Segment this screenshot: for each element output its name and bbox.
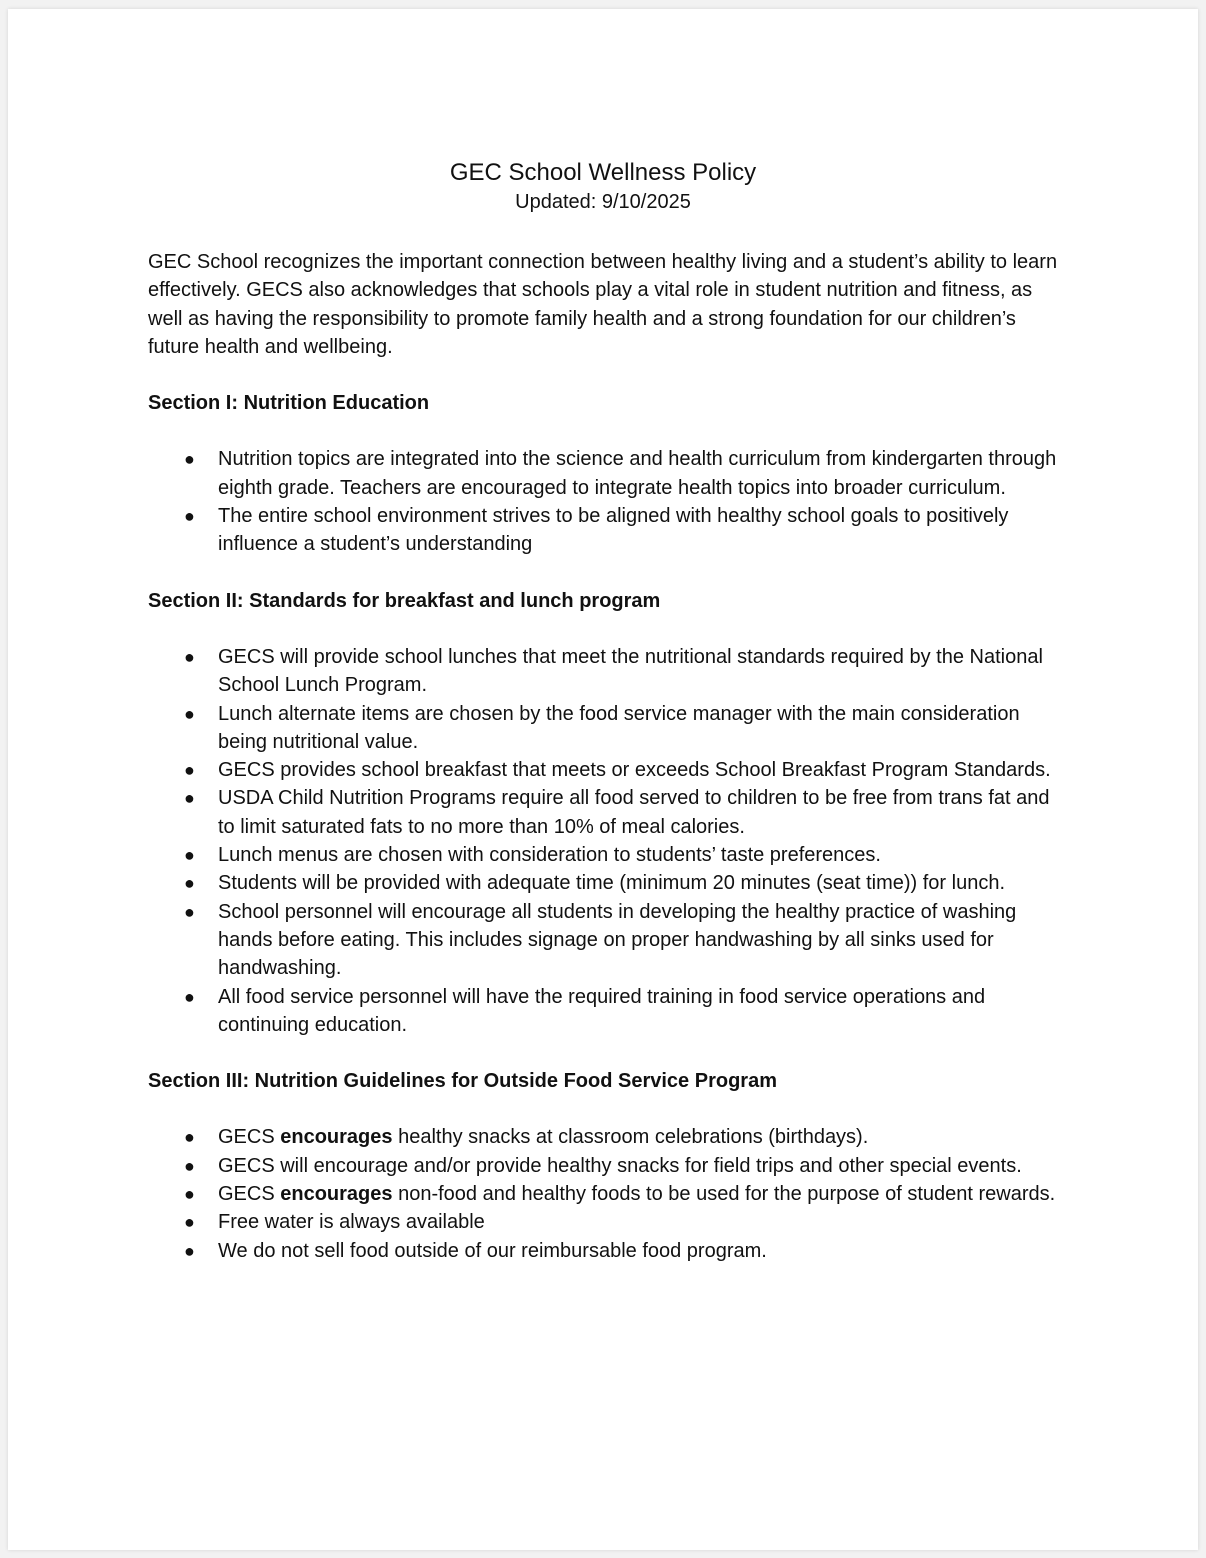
bullet-icon: ● <box>184 986 195 1007</box>
list-item-text: GECS will provide school lunches that meet the nutritional standards required by the National School Lunch Program. <box>218 645 1043 697</box>
section-nutrition-education <box>148 389 1068 558</box>
bullet-icon: ● <box>184 845 195 866</box>
section-heading: Section II: Standards for breakfast and lunch program <box>148 589 661 612</box>
list-item-text: The entire school environment strives to be aligned with healthy school goals to positively influence a student’s understanding <box>218 505 1009 556</box>
list-item <box>148 1237 1068 1265</box>
list-item-text: GECS encourages healthy snacks at classroom celebrations (birthdays). <box>218 1126 869 1149</box>
bullet-list <box>148 445 1068 558</box>
list-item-text: Nutrition topics are integrated into the science and health curriculum from kindergarten through eighth grade. Teachers are encouraged to integrate health topics into broader curriculum. <box>218 448 1057 499</box>
document-page <box>8 9 1198 1550</box>
bullet-icon: ● <box>184 1184 195 1205</box>
title-block <box>8 157 1198 215</box>
list-item-text: GECS encourages non-food and healthy foods to be used for the purpose of student rewards. <box>218 1183 1056 1206</box>
bullet-list <box>148 643 1068 1039</box>
list-item-text: We do not sell food outside of our reimbursable food program. <box>218 1239 767 1262</box>
list-item-text: Lunch alternate items are chosen by the food service manager with the main consideration being nutritional value. <box>218 702 1020 753</box>
bullet-list <box>148 1123 1068 1264</box>
list-item <box>148 643 1068 700</box>
list-item-text: Students will be provided with adequate time (minimum 20 minutes (seat time)) for lunch. <box>218 872 1006 895</box>
list-item <box>148 1208 1068 1236</box>
bullet-icon: ● <box>184 1155 195 1176</box>
list-item <box>148 784 1068 841</box>
section-breakfast-lunch-standards <box>148 587 1068 1039</box>
intro-paragraph: GEC School recognizes the important connection between healthy living and a student’s ability to learn effectively. GECS also acknowledges that schools play a vital role in student nutrition and fitness, as well as having the responsibility to promote family health and a strong foundation for our children’s future health and wellbeing. <box>148 251 1058 358</box>
bullet-icon: ● <box>184 901 195 922</box>
bullet-icon: ● <box>184 646 195 667</box>
list-item <box>148 756 1068 784</box>
list-item-text: Lunch menus are chosen with consideration to students’ taste preferences. <box>218 844 881 867</box>
emphasis-text: encourages <box>280 1126 393 1149</box>
list-item <box>148 1180 1068 1208</box>
bullet-icon: ● <box>184 1127 195 1148</box>
bullet-icon: ● <box>184 449 195 470</box>
section-heading: Section III: Nutrition Guidelines for Outside Food Service Program <box>148 1070 777 1093</box>
list-item <box>148 1152 1068 1180</box>
bullet-icon: ● <box>184 1240 195 1261</box>
bullet-icon: ● <box>184 873 195 894</box>
bullet-icon: ● <box>184 788 195 809</box>
emphasis-text: encourages <box>280 1183 393 1206</box>
list-item-text: GECS will encourage and/or provide healthy snacks for field trips and other special events. <box>218 1154 1022 1177</box>
list-item-text: All food service personnel will have the required training in food service operations and continuing education. <box>218 985 986 1036</box>
list-item <box>148 983 1068 1040</box>
list-item <box>148 445 1068 502</box>
list-item-text: GECS provides school breakfast that meets or exceeds School Breakfast Program Standards. <box>218 759 1051 782</box>
list-item <box>148 841 1068 869</box>
bullet-icon: ● <box>184 760 195 781</box>
list-item <box>148 502 1068 559</box>
bullet-icon: ● <box>184 506 195 527</box>
list-item <box>148 869 1068 897</box>
updated-date: Updated: 9/10/2025 <box>515 191 691 213</box>
section-outside-food-guidelines <box>148 1067 1068 1265</box>
list-item-text: Free water is always available <box>218 1211 485 1234</box>
list-item-text: School personnel will encourage all students in developing the healthy practice of washing hands before eating. This includes signage on proper handwashing by all sinks used for handwashing. <box>218 900 1017 980</box>
section-heading: Section I: Nutrition Education <box>148 392 430 415</box>
document-body <box>148 248 1068 1293</box>
bullet-icon: ● <box>184 1212 195 1233</box>
bullet-icon: ● <box>184 703 195 724</box>
list-item <box>148 1123 1068 1151</box>
list-item <box>148 898 1068 983</box>
list-item <box>148 700 1068 757</box>
document-title: GEC School Wellness Policy <box>449 159 757 186</box>
list-item-text: USDA Child Nutrition Programs require all food served to children to be free from trans fat and to limit saturated fats to no more than 10% of meal calories. <box>218 787 1050 838</box>
